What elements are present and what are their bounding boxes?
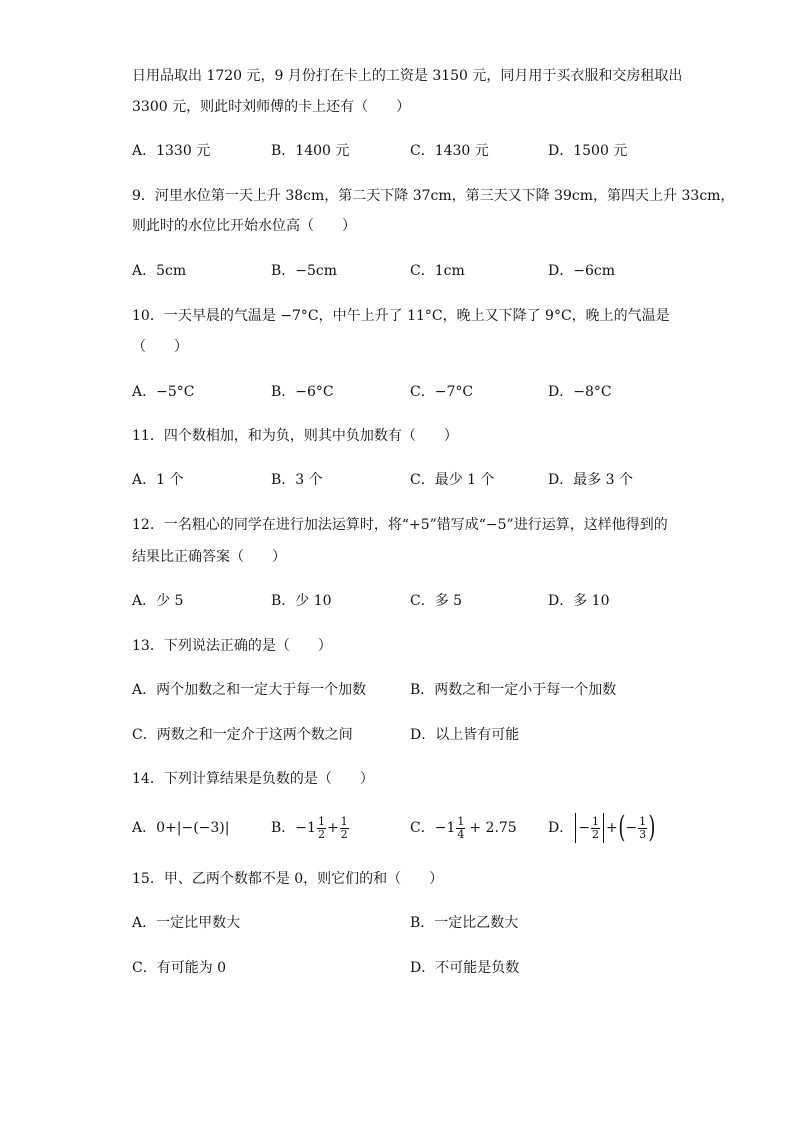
q14-option-d <box>548 810 656 846</box>
fraction <box>317 816 326 841</box>
q9-option-d: D．−6cm <box>548 263 615 279</box>
q11-option-d: D．最多 3 个 <box>548 472 634 488</box>
q15-option-a: A．一定比甲数大 <box>132 915 241 931</box>
plus-sign: + <box>605 820 618 836</box>
question-12-text-line1: 12．一名粗心的同学在进行加法运算时，将“+5”错写成“−5”进行运算，这样他得到的 <box>132 517 668 533</box>
q14-option-c <box>410 810 517 846</box>
q15-option-c: C．有可能为 0 <box>132 960 227 976</box>
q13-option-c: C．两数之和一定介于这两个数之间 <box>132 727 353 743</box>
plus-sign: + <box>326 820 339 836</box>
question-13-text: 13．下列说法正确的是（ ） <box>132 638 332 654</box>
q13-option-d: D．以上皆有可能 <box>410 727 520 743</box>
q12-option-d: D．多 10 <box>548 593 610 609</box>
question-14-text: 14．下列计算结果是负数的是（ ） <box>132 771 374 787</box>
q9-option-c: C．1cm <box>410 263 465 279</box>
q14-option-b <box>271 810 350 846</box>
question-11-text: 11．四个数相加，和为负，则其中负加数有（ ） <box>132 428 458 444</box>
q9-option-b: B．−5cm <box>271 263 338 279</box>
denominator: 3 <box>639 827 647 841</box>
fraction <box>591 816 600 841</box>
q11-option-a: A．1 个 <box>132 472 184 488</box>
fraction <box>456 816 465 841</box>
numerator: 1 <box>340 814 348 828</box>
question-9-text-line2: 则此时的水位比开始水位高（ ） <box>132 218 356 234</box>
q10-option-b: B．−6°C <box>271 384 334 400</box>
q13-option-a: A．两个加数之和一定大于每一个加数 <box>132 682 367 698</box>
q12-option-b: B．少 10 <box>271 593 332 609</box>
q10-option-c: C．−7°C <box>410 384 474 400</box>
q8-option-b: B．1400 元 <box>271 143 350 159</box>
q8-option-c: C．1430 元 <box>410 143 489 159</box>
q11-option-c: C．最少 1 个 <box>410 472 495 488</box>
question-9-text-line1: 9．河里水位第一天上升 38cm，第二天下降 37cm，第三天又下降 39cm，第四天上升 33cm， <box>132 188 735 204</box>
q9-option-a: A．5cm <box>132 263 187 279</box>
fraction <box>638 816 647 841</box>
q15-option-b: B．一定比乙数大 <box>410 915 519 931</box>
question-12-text-line2: 结果比正确答案（ ） <box>132 549 286 565</box>
question-8-text-line2: 3300 元，则此时刘师傅的卡上还有（ ） <box>132 99 411 115</box>
left-paren: ( <box>618 810 626 845</box>
q8-option-d: D．1500 元 <box>548 143 628 159</box>
question-10-text-line2: （ ） <box>132 339 188 355</box>
numerator: 1 <box>639 814 647 828</box>
minus-sign: − <box>625 820 638 836</box>
q15-option-d: D．不可能是负数 <box>410 960 520 976</box>
q14-option-c-tail: + 2.75 <box>469 820 517 836</box>
denominator: 2 <box>317 827 325 841</box>
denominator: 2 <box>340 827 348 841</box>
q10-option-d: D．−8°C <box>548 384 612 400</box>
q8-option-a: A．1330 元 <box>132 143 211 159</box>
q14-option-a: A．0+|−(−3)| <box>132 820 230 836</box>
question-15-text: 15．甲、乙两个数都不是 0，则它们的和（ ） <box>132 871 444 887</box>
q14-option-c-int: −1 <box>434 820 456 836</box>
denominator: 2 <box>591 827 599 841</box>
q14-option-c-label: C． <box>410 820 435 836</box>
right-paren: ) <box>648 810 656 845</box>
q11-option-b: B．3 个 <box>271 472 323 488</box>
minus-sign: − <box>578 820 590 836</box>
abs-bar-left <box>575 813 576 843</box>
q14-option-d-label: D． <box>548 820 574 836</box>
q12-option-c: C．多 5 <box>410 593 463 609</box>
q12-option-a: A．少 5 <box>132 593 184 609</box>
q10-option-a: A．−5°C <box>132 384 195 400</box>
fraction <box>340 816 349 841</box>
numerator: 1 <box>457 814 465 828</box>
numerator: 1 <box>591 814 599 828</box>
question-10-text-line1: 10．一天早晨的气温是 −7°C，中午上升了 11°C，晚上又下降了 9°C，晚上的气温是 <box>132 308 670 324</box>
question-8-text-line1: 日用品取出 1720 元，9 月份打在卡上的工资是 3150 元，同月用于买衣服和交房租取出 <box>132 68 683 84</box>
numerator: 1 <box>317 814 325 828</box>
denominator: 4 <box>457 827 465 841</box>
abs-bar-right <box>603 813 604 843</box>
q14-option-b-label: B． <box>271 820 296 836</box>
q13-option-b: B．两数之和一定小于每一个加数 <box>410 682 617 698</box>
q14-option-b-int: −1 <box>295 820 316 836</box>
